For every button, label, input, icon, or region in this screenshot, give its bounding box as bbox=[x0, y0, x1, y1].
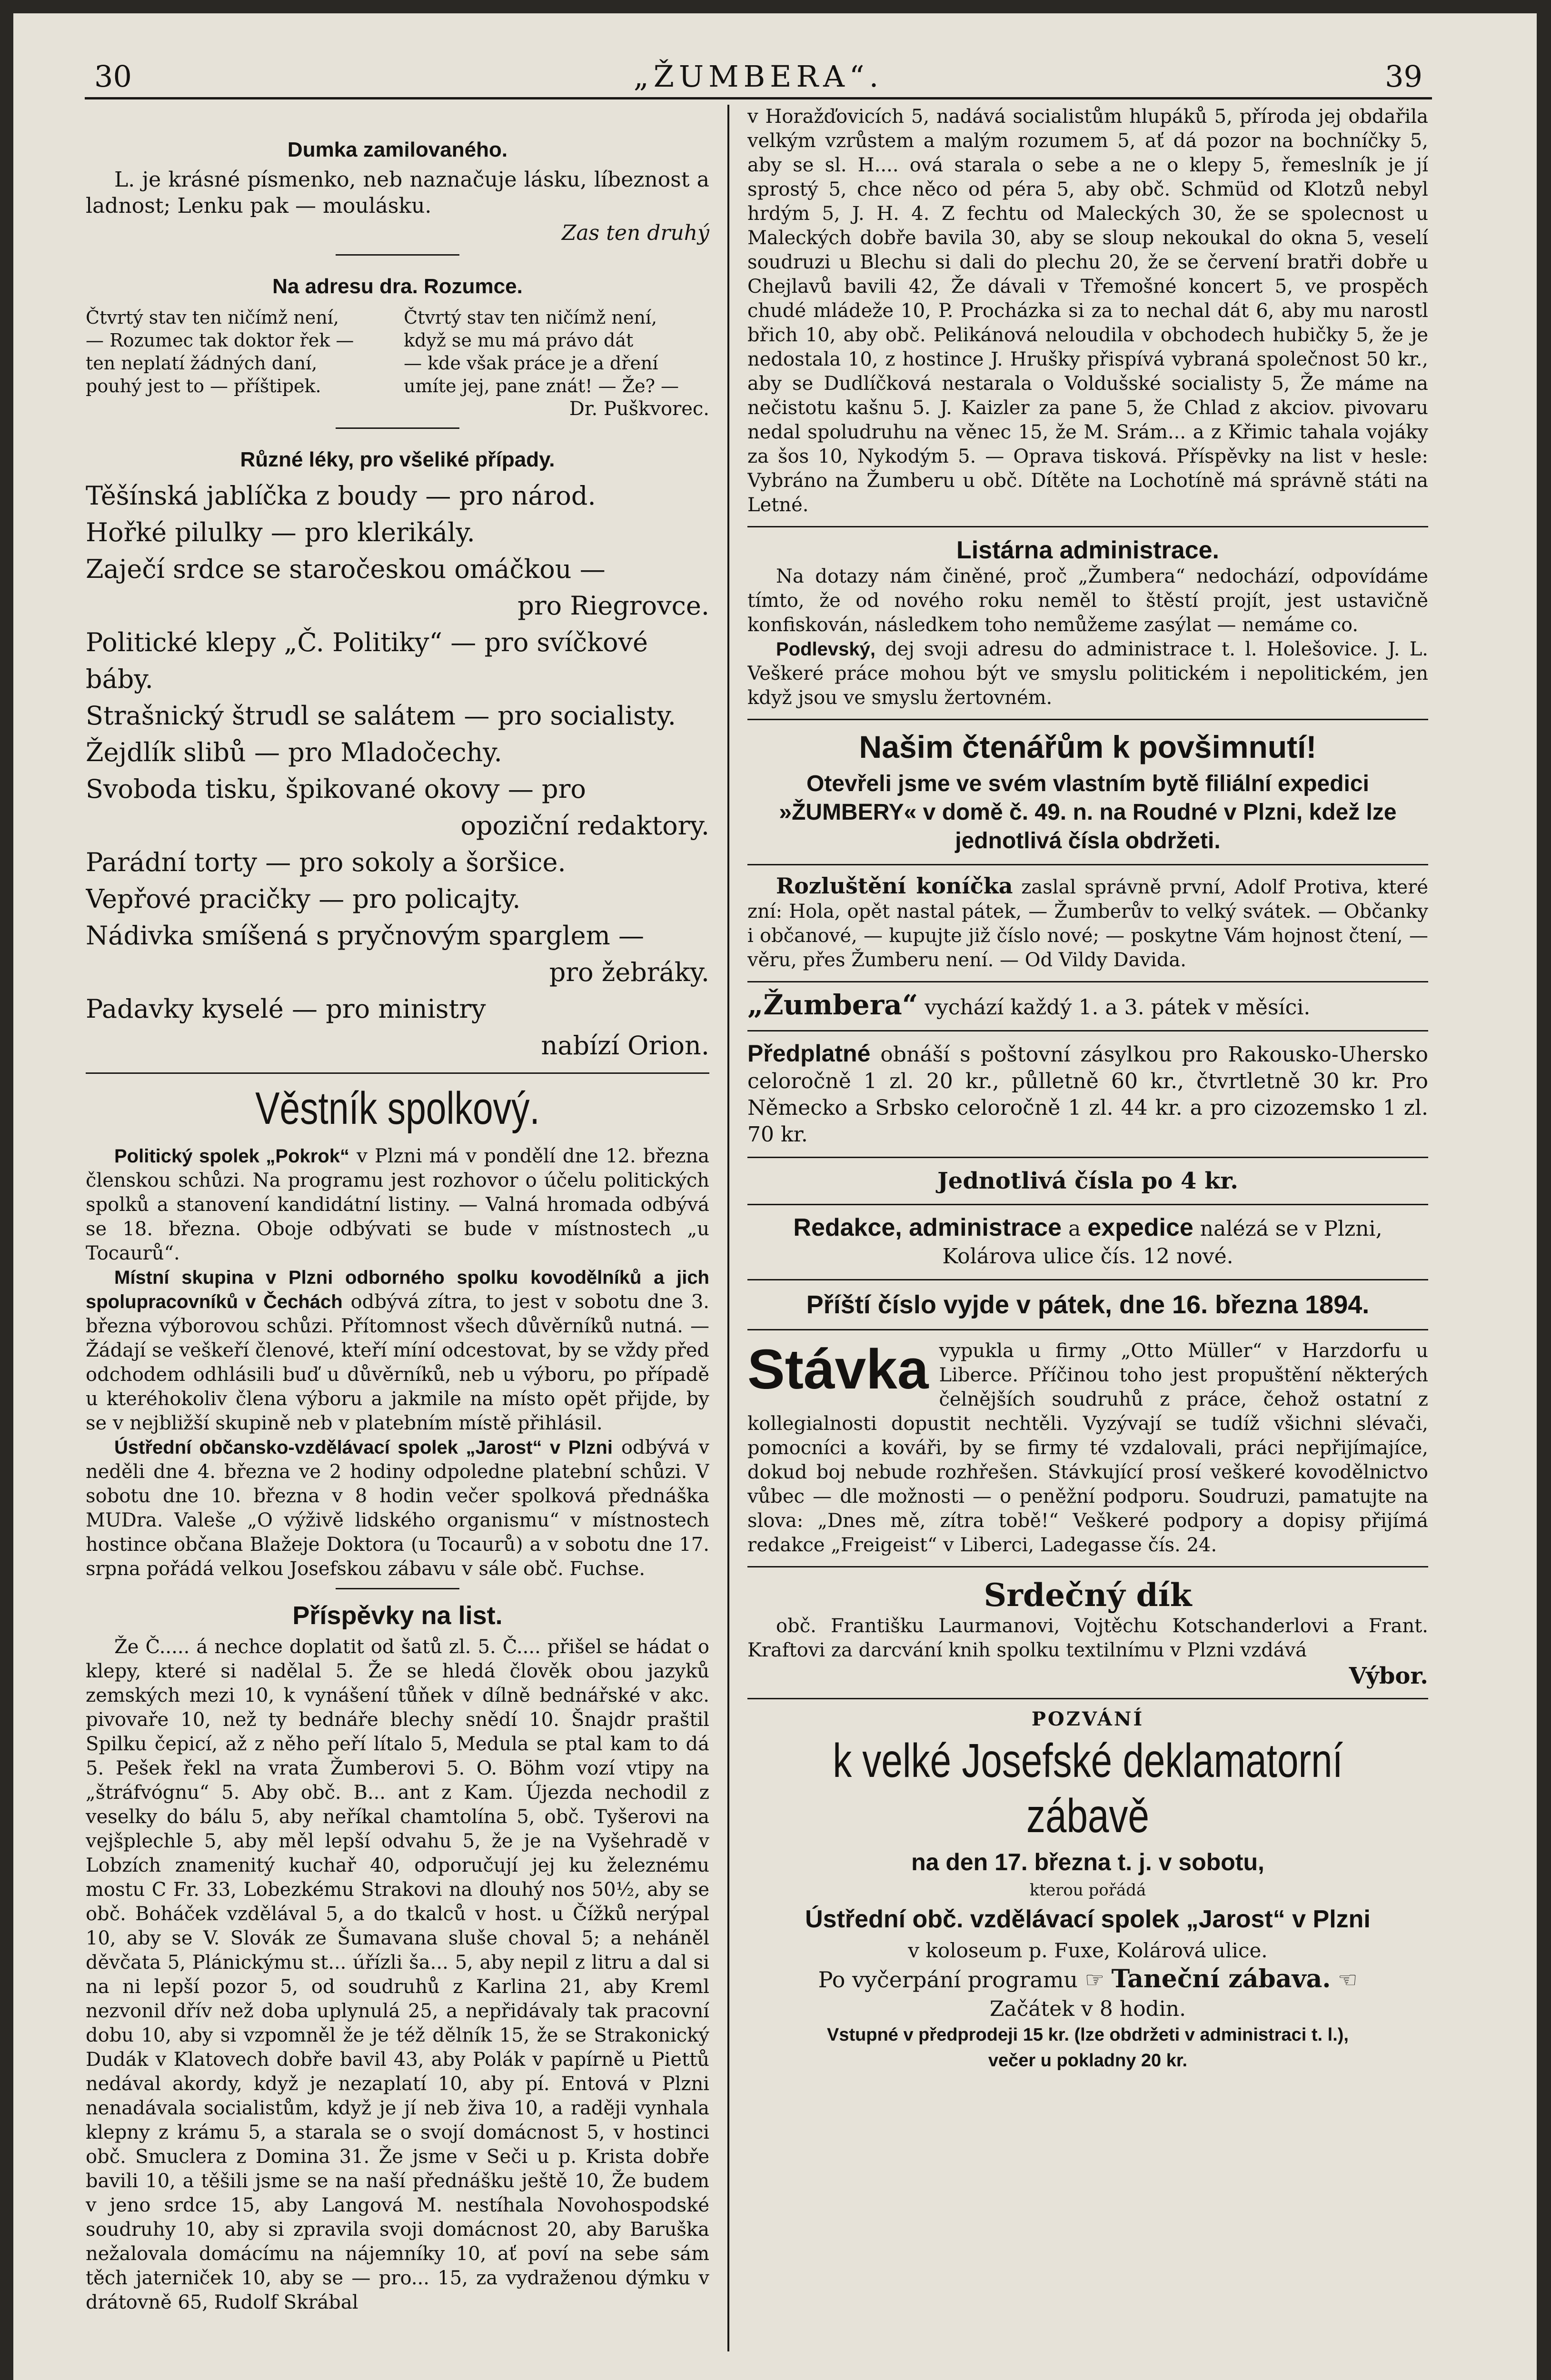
ctenarum-text: Otevřeli jsme ve svém vlastním bytě filiální expedici »ŽUMBERY« v domě č. 49. n. na Roudné v Plzni, kdež lze jednotlivá čísla obdržeti. bbox=[779, 771, 1397, 853]
poem-line: když se mu má právo dát bbox=[404, 330, 634, 351]
pozvani-program bbox=[747, 1965, 1428, 1994]
leky-line: Parádní torty — pro sokoly a šoršice. bbox=[86, 847, 566, 877]
redakce-head2: expedice bbox=[1087, 1214, 1193, 1241]
left-column bbox=[86, 105, 709, 2370]
pristi-cislo: Příští číslo vyjde v pátek, dne 16. března 1894. bbox=[806, 1290, 1370, 1319]
leky-line: Politické klepy „Č. Politiky“ — pro svíčkové báby. bbox=[86, 627, 648, 694]
leky-line: Hořké pilulky — pro klerikály. bbox=[86, 517, 475, 547]
konicek-text bbox=[747, 874, 1428, 972]
vestnik-p2-body: odbývá zítra, to jest v sobotu dne 3. března výborovou schůzi. Přítomnost všech důvěrníků nutná. — Žádají se veškeří členové, kteří míní odcestovat, by se vždy před odchodem odhlásili buď u důvěrníků, neb u výboru, po případě u kteréhokoliv člena výboru a jakmile na místo opět přijde, by se v nejbližší skupině neb v platebním místě přihlásil. bbox=[86, 1291, 709, 1434]
leky-line: Zaječí srdce se staročeskou omáčkou — bbox=[86, 554, 606, 584]
hand-icon: ☜ bbox=[1338, 1967, 1358, 1993]
prispevky-title: Příspěvky na list. bbox=[292, 1601, 503, 1630]
dik-title: Srdečný dík bbox=[984, 1577, 1192, 1614]
leky-line: Svoboda tisku, špikované okovy — pro bbox=[86, 774, 586, 804]
pozvani-date: na den 17. března t. j. v sobotu, bbox=[911, 1849, 1264, 1875]
adresa-title: Na adresu dra. Rozumce. bbox=[272, 275, 523, 298]
leky-line: Žejdlík slibů — pro Mladočechy. bbox=[86, 737, 502, 767]
leky-line: nabízí Orion. bbox=[541, 1031, 709, 1061]
rule bbox=[336, 427, 459, 429]
predplatne-text bbox=[747, 1040, 1428, 1148]
listarna-p1: Na dotazy nám činěné, proč „Žumbera“ nedochází, odpovídáme tímto, že od nového roku neměl to štěstí projít, jest ustavičně konfiskován, následkem toho nemůžeme zasýlat — nemáme co. bbox=[747, 565, 1428, 636]
vestnik-p1 bbox=[86, 1144, 709, 1266]
listarna-title: Listárna administrace. bbox=[956, 536, 1219, 564]
dumka-signature: Zas ten druhý bbox=[561, 221, 709, 245]
rule bbox=[747, 1204, 1428, 1205]
masthead-title: „ŽUMBERA“. bbox=[633, 59, 884, 94]
pozvani-vstupne-1: Vstupné v předprodeji 15 kr. (lze obdržeti v administraci t. l.), bbox=[827, 2025, 1349, 2045]
vychazi-head: „Žumbera“ bbox=[747, 989, 918, 1021]
rule bbox=[747, 1030, 1428, 1031]
rule bbox=[336, 254, 459, 256]
konicek-head: Rozluštění koníčka bbox=[776, 873, 1013, 899]
leky-title: Různé léky, pro všeliké případy. bbox=[240, 448, 555, 471]
program-dance: Taneční zábava. bbox=[1111, 1964, 1331, 1993]
rule bbox=[747, 1279, 1428, 1280]
pozvani-title: k velké Josefské deklamatorní zábavě bbox=[833, 1734, 1343, 1843]
redakce-head: Redakce, administrace bbox=[793, 1214, 1062, 1241]
page-header bbox=[85, 59, 1432, 99]
rule bbox=[747, 1698, 1428, 1699]
ctenarum-title: Našim čtenářům k povšimnutí! bbox=[859, 729, 1317, 764]
rule bbox=[747, 526, 1428, 527]
vychazi-text bbox=[747, 991, 1428, 1021]
predplatne-body: obnáší s poštovní zásylkou pro Rakousko-Uhersko celoročně 1 zl. 20 kr., půlletně 60 kr., čtvrtletně 30 kr. Pro Německo a Srbsko celoročně 1 zl. 44 kr. a pro cizozemsko 1 zl. 70 kr. bbox=[747, 1042, 1428, 1147]
leky-line: opoziční redaktory. bbox=[460, 811, 709, 841]
program-pre: Po vyčerpání programu bbox=[818, 1967, 1078, 1993]
prispevky-text: Že Č..... á nechce doplatit od šatů zl. 5. Č.... přišel se hádat o klepy, které si nadělal 5. Že se hledá člověk obou jazyků zemských mezi 10, k vynášení tůňek v dílně bednářské v akc. pivovaře 10, než ty bednáře blechy snědí 10. Šnajdr praštil Spilku čepicí, až z něho peří lítalo 5, Medula se ptal kam to dá 5. Pešek řekl na vrata Žumberovi 5. O. Böhm vozí vtipy na „štráfvógnu“ 5. Aby obč. B... ant z Kam. Újezda nechodil z veselky do bálu 5, aby neříkal chamtolína 5, obč. Tyšerovi na vejšplechle 5, aby měl lepší odvahu 5, že je na Vyšehradě v Lobzích znamenitý kuchař 40, odporučují jej ku železnému mostu C Fr. 33, Lobezkému Strakovi na dlouhý nos 50½, aby se obč. Boháček vzdělával 5, a do tkalců v host. u Čížků nerýpal 10, aby se V. Slovák ze Šumavana sluše choval 5; a neháněl děvčata 5, Plánickýmu st... úřízli ša... 5, aby nepil z litru a dal si na ni lepší pozor 5, od soudruhů z Karlina 21, aby Kreml nezvonil dřív než doba uplynulá 25, a nepřidávaly tak pracovní dobu 10, aby si vzpomněl že je též dělník 15, že se Strakonický Dudák v Klatovech dobře bavil 43, aby Polák v papírně u Piettů nedával akordy, když je nezaplatí 10, aby pí. Entová v Plzni nenadávala socialistům, když je jí neb živa 10, a raději vynhala klepny z krámu 5, a starala se o svojí domácnost 5, v hostinci obč. Smuclera z Domina 31. Že jsme v Seči u p. Krista dobře bavili 10, a těšili jsme se na naší přednášku ještě 10, Že budem v jeno srdce 15, aby Langová M. nestíhala Novohospodské soudruhy 10, aby si zpravila svoji domácnost 20, aby Baruška nežalovala domácímu na nájemníky 10, ať poví na sebe sám těch jaterniček 10, aby se — pro... 15, za vydraženou dýmku v drátovně 65, Rudolf Skrábal bbox=[86, 1636, 709, 2313]
rule bbox=[747, 864, 1428, 865]
konicek-body: zaslal správně první, Adolf Protiva, které zní: Hola, opět nastal pátek, — Žumberův to velký svátek. — Občanky i občanové, — kupujte již číslo nové; — poskytne Vám hojnost čtení, — věru, přes Žumberu není. — Od Vildy Davida. bbox=[747, 876, 1428, 971]
listarna-p2-body: dej svoji adresu do administrace t. l. Holešovice. J. L. Veškeré práce mohou být ve smyslu politickém i nepolitickém, jen když jsou ve smyslu žertovném. bbox=[747, 638, 1428, 709]
redakce-text bbox=[747, 1214, 1428, 1270]
leky-line: Padavky kyselé — pro ministry bbox=[86, 994, 486, 1024]
rule bbox=[336, 1588, 459, 1589]
page-number-left: 30 bbox=[94, 59, 132, 94]
dik-text: obč. Františku Laurmanovi, Vojtěchu Kotschanderlovi a Frant. Kraftovi za darcvání knih spolku textilnímu v Plzni vzdává bbox=[747, 1615, 1428, 1661]
hand-icon: ☞ bbox=[1084, 1967, 1104, 1993]
vestnik-p1-body: v Plzni má v pondělí dne 12. března členskou schůzi. Na programu jest rozhovor o účelu politických spolků a stanovení kandidátní listiny. — Valná hromada odbývá se 18. března. Oboje odbývati se bude v místnostech „u Tocaurů“. bbox=[86, 1145, 709, 1264]
leky-line: Nádivka smíšená s pryčnovým sparglem — bbox=[86, 921, 644, 951]
pozvani-kterou: kterou pořádá bbox=[1029, 1881, 1146, 1900]
leky-line: Strašnický štrudl se salátem — pro socialisty. bbox=[86, 701, 676, 731]
vestnik-p3 bbox=[86, 1436, 709, 1581]
leky-list bbox=[86, 477, 709, 1064]
rule bbox=[747, 1566, 1428, 1567]
pozvani-vstupne-2: večer u pokladny 20 kr. bbox=[988, 2051, 1188, 2071]
dumka-title: Dumka zamilovaného. bbox=[287, 138, 508, 161]
leky-line: pro Riegrovce. bbox=[517, 591, 709, 621]
vestnik-p3-body: odbývá v neděli dne 4. března ve 2 hodiny odpoledne platební schůzi. V sobotu dne 10. března v 8 hodin večer spolková přednáška MUDra. Valeše „O výživě lidského organismu“ v místnostech hostince občana Blažeje Doktora (u Tocaurů) a v sobotu dne 17. srpna pořádá velkou Josefskou zábavu v sále obč. Fuchse. bbox=[86, 1437, 709, 1580]
vestnik-p2 bbox=[86, 1266, 709, 1436]
stavka-head: Stávka bbox=[747, 1338, 929, 1401]
pozvani-start: Začátek v 8 hodin. bbox=[989, 1997, 1186, 2021]
dik-signature: Výbor. bbox=[1349, 1663, 1428, 1689]
vychazi-body: vychází každý 1. a 3. pátek v měsíci. bbox=[918, 995, 1311, 1020]
vestnik-p1-head: Politický spolek „Pokrok“ bbox=[114, 1146, 350, 1167]
page-number-right: 39 bbox=[1385, 59, 1422, 94]
adresa-col-a bbox=[86, 306, 391, 397]
adresa-poem bbox=[86, 306, 709, 397]
jednotliva-cisla: Jednotlivá čísla po 4 kr. bbox=[937, 1168, 1238, 1194]
dumka-text: L. je krásné písmenko, neb naznačuje lásku, líbeznost a ladnost; Lenku pak — moulásku. bbox=[86, 168, 709, 218]
right-column bbox=[747, 105, 1428, 2370]
stavka-text bbox=[747, 1339, 1428, 1557]
pozvani-place: v koloseum p. Fuxe, Kolárová ulice. bbox=[908, 1939, 1268, 1962]
vestnik-title: Věstník spolkový. bbox=[255, 1083, 540, 1134]
adresa-signature: Dr. Puškvorec. bbox=[569, 398, 709, 420]
vestnik-p3-head: Ústřední občansko-vzdělávací spolek „Jarost“ v Plzni bbox=[114, 1437, 613, 1458]
poem-line: — kde však práce je a dření bbox=[404, 353, 658, 374]
pozvani-label: POZVÁNÍ bbox=[1031, 1708, 1144, 1730]
redakce-body: nalézá se v Plzni, Kolárova ulice čís. 12 nové. bbox=[942, 1217, 1382, 1269]
rule bbox=[747, 1329, 1428, 1330]
poem-line: Čtvrtý stav ten ničímž není, bbox=[86, 307, 339, 328]
column-divider bbox=[727, 105, 729, 2351]
poem-line: Čtvrtý stav ten ničímž není, bbox=[404, 307, 657, 328]
rule bbox=[747, 1157, 1428, 1158]
leky-line: Těšínská jablíčka z boudy — pro národ. bbox=[86, 481, 596, 511]
listarna-p2-head: Podlevský, bbox=[776, 639, 876, 660]
rule bbox=[747, 981, 1428, 982]
rule bbox=[86, 1072, 709, 1074]
leky-line: pro žebráky. bbox=[549, 957, 709, 987]
poem-line: — Rozumec tak doktor řek — bbox=[86, 330, 354, 351]
poem-line: umíte jej, pane znát! — Že? — bbox=[404, 376, 679, 397]
leky-line: Vepřové pracičky — pro policajty. bbox=[86, 884, 521, 914]
poem-line: ten neplatí žádných daní, bbox=[86, 353, 318, 374]
vestnik-p2-head: Místní skupina v Plzni odborného spolku kovodělníků a jich spolupracovníků v Čechách bbox=[86, 1267, 709, 1312]
rule bbox=[747, 719, 1428, 720]
listarna-p2 bbox=[747, 637, 1428, 710]
poem-line: pouhý jest to — příštipek. bbox=[86, 376, 321, 397]
prispevky-continued: v Horažďovicích 5, nadává socialistům hlupáků 5, příroda jej obdařila velkým vzrůstem a malým rozumem 5, ať dá pozor na bochníčky 5, aby se sl. H.... ová starala o sebe a ne o klepy 5, řemeslník je jí sprostý 5, chce něco od péra 5, aby obč. Schmüd od Klotzů nebyl hrdým 5, J. H. 4. Z fechtu od Maleckých 30, že se spolecnost u Maleckých dobře bavila 30, aby se sloup nekoukal do okna 5, veselí soudruzi u Blechu si dali do plechu 20, že se červení bratři dobře u Chejlavů bavili 42, Že dávali v Třemošné koncert 5, ve prospěch chudé mládeže 10, P. Procházka si za to nechal dát 6, aby mu narostl břich 10, aby obč. Pelikánová neloudila v obchodech hubičky 5, že je nedostala 10, z hostince J. Hrušky přispívá vybraná společnost 50 kr., aby se Dudlíčková nestarala o Voldušské socialisty 5, Že máme na nečistotu kašnu 5. J. Kaizler za pane 5, že Chlad z akciov. pivovaru nedal spoludruhu na věnec 15, že M. Srám... a z Křimic tahala vojáky za šos 10, Nykodým 5. — Oprava tisková. Příspěvky na list v hesle: Vybráno na Žumberu u obč. Dítěte na Lochotíně má správně státi na Letné. bbox=[747, 106, 1428, 516]
redakce-mid: a bbox=[1062, 1217, 1088, 1241]
stavka-body: vypukla u firmy „Otto Müller“ v Harzdorfu u Liberce. Příčinou toho jest propuštění některých čelnějších soudruhů z práce, čehož ostatní z kollegialnosti dopustit nechtěli. Vyzývají se tudíž všichni slévači, pomocníci a kováři, by se firmy té vzdalovali, práci nepřijímajíce, dokud boj nebude rozhřešen. Stávkující prosí veškeré kovodělnictvo vůbec — dle možnosti — o peněžní podporu. Soudruzi, pamatujte na slova: „Dnes mě, zítra tobě!“ Veškeré podpory a dopisy přijímá redakce „Freigeist“ v Liberci, Ladegasse čís. 24. bbox=[747, 1340, 1428, 1556]
predplatne-head: Předplatné bbox=[747, 1040, 871, 1067]
pozvani-organizer: Ústřední obč. vzdělávací spolek „Jarost“ v Plzni bbox=[805, 1905, 1371, 1933]
adresa-col-b bbox=[404, 306, 709, 397]
